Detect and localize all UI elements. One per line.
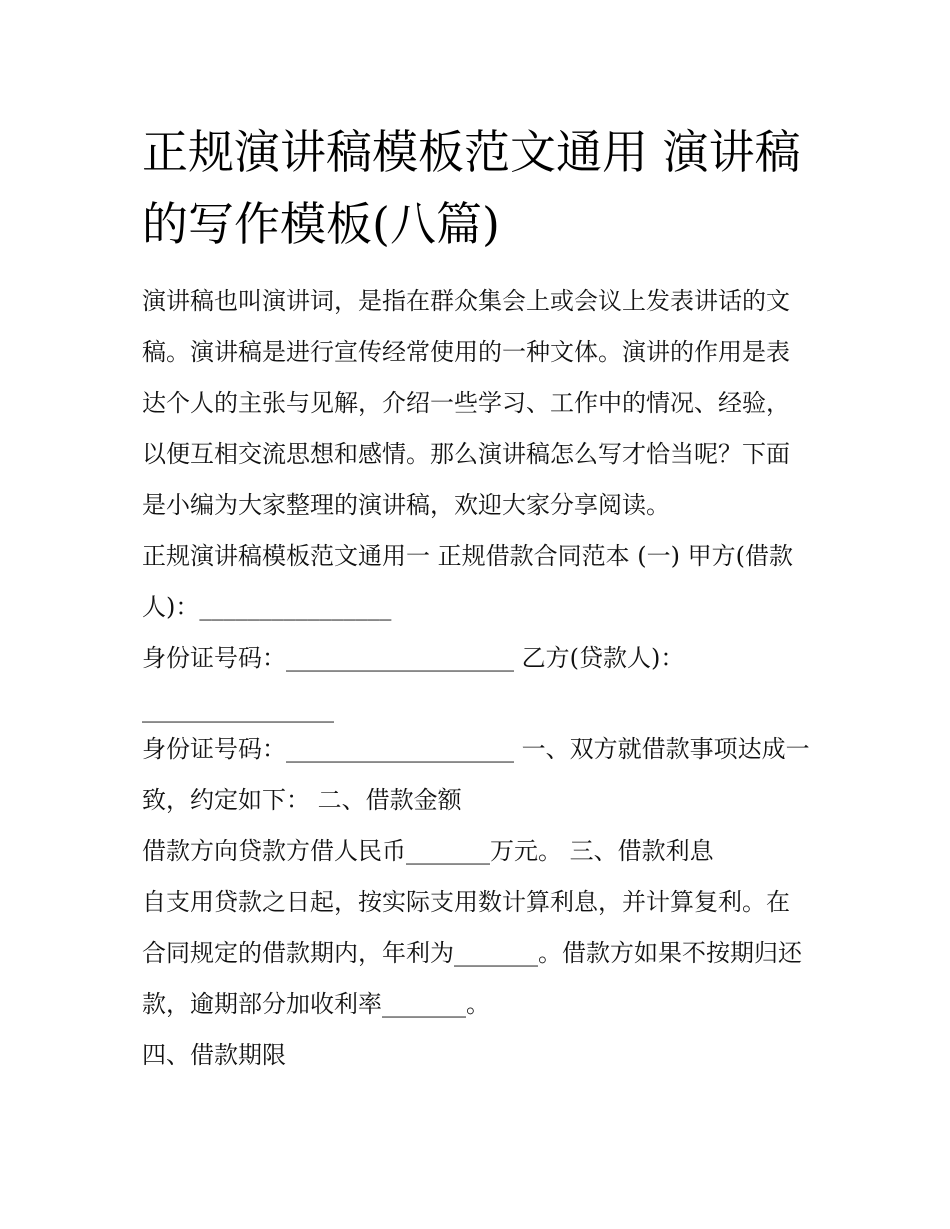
intro-paragraph: 演讲稿也叫演讲词，是指在群众集会上或会议上发表讲话的文稿。演讲稿是进行宣传经常使用的一种文体。演讲的作用是表达个人的主张与见解，介绍一些学习、工作中的情况、经验，以便互相交流思想和感情。那么演讲稿怎么写才恰当呢？下面是小编为大家整理的演讲稿，欢迎大家分享阅读。 [142,287,790,519]
contract-heading-paragraph: 正规演讲稿模板范文通用一 正规借款合同范本 (一) 甲方(借款人)：________________ [142,542,793,621]
agreement-paragraph: 身份证号码：___________________ 一、双方就借款事项达成一致，约定如下： 二、借款金额 [142,735,810,814]
loan-amount-paragraph: 借款方向贷款方借人民币_______万元。 三、借款利息 [142,837,714,865]
loan-term-heading: 四、借款期限 [142,1041,286,1069]
document-title: 正规演讲稿模板范文通用 演讲稿的写作模板(八篇) [142,125,801,251]
interest-paragraph: 自支用贷款之日起，按实际支用数计算利息，并计算复利。在合同规定的借款期内，年利为_______。借款方如果不按期归还款，逾期部分加收利率_______。 [142,888,802,1018]
lender-id-paragraph: 身份证号码：___________________ 乙方(贷款人)：________________ [142,644,685,723]
